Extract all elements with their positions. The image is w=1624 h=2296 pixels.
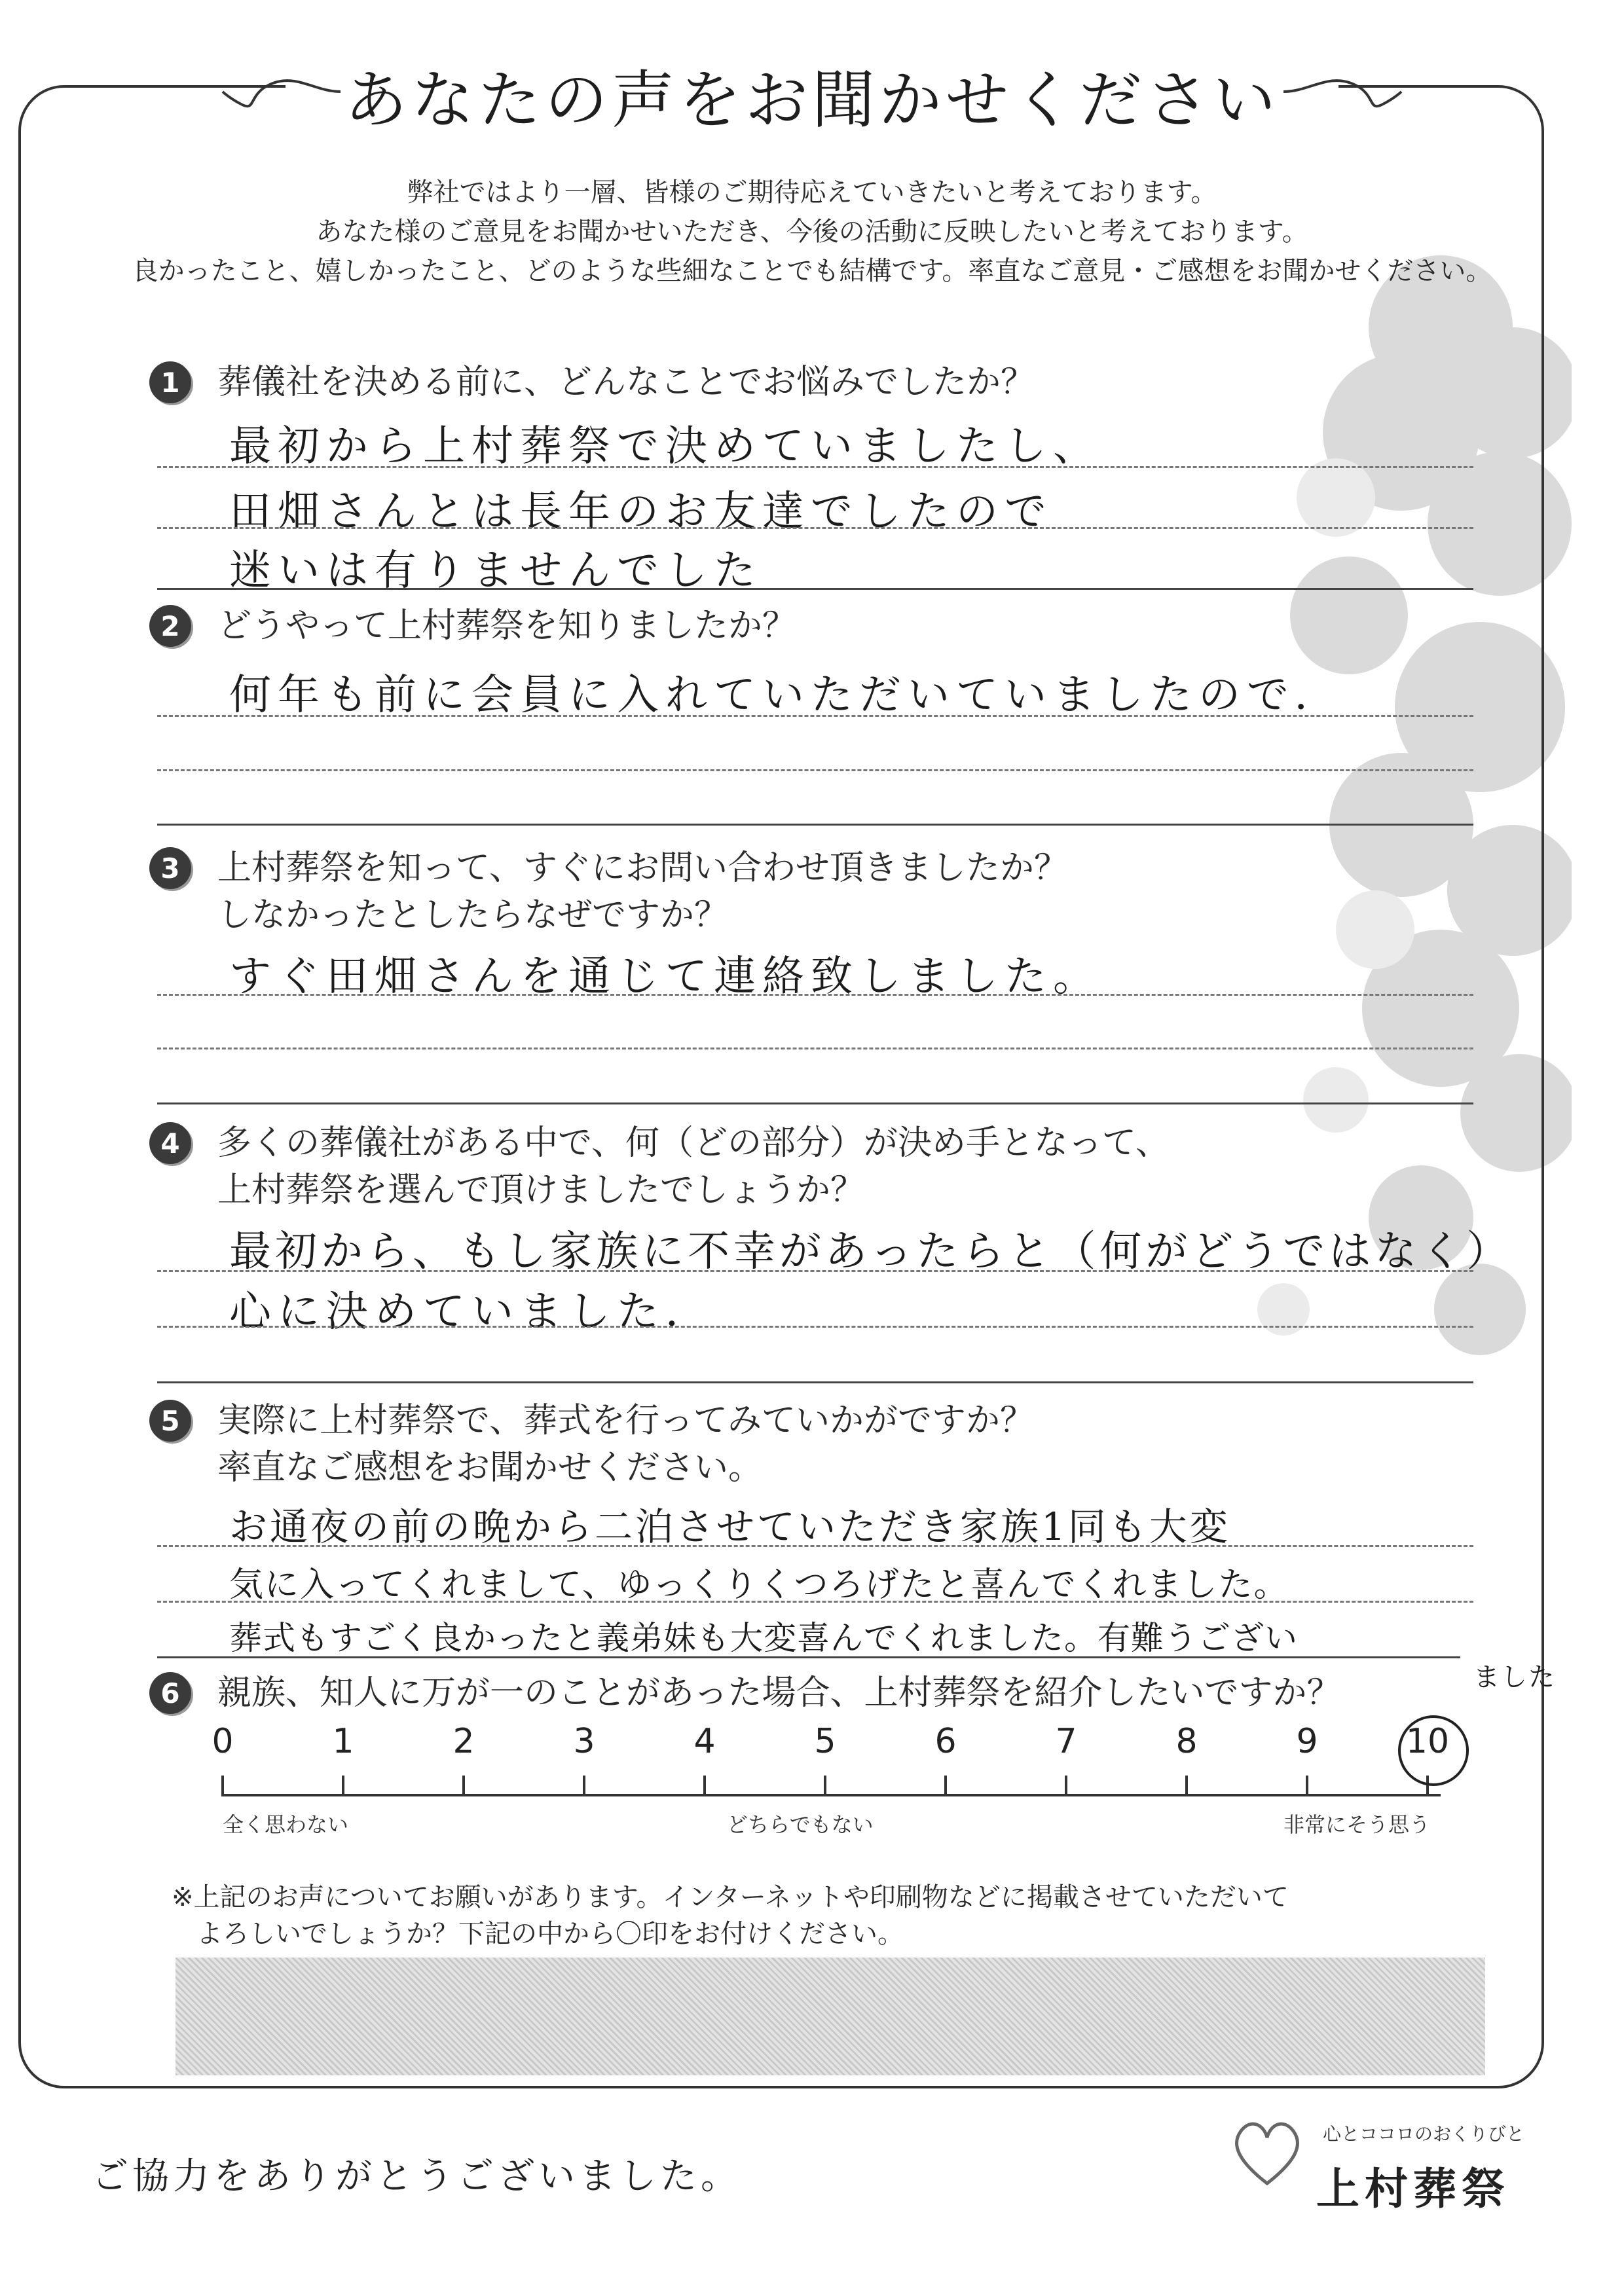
question-number-badge: 3	[149, 847, 191, 889]
question-5	[149, 1397, 1034, 1491]
answer-4-line-1: 最初から、もし家族に不幸があったらと（何がどうではなく）	[229, 1228, 1513, 1276]
section-divider	[157, 1102, 1473, 1104]
answer-line	[157, 466, 1473, 468]
scale-label-mid: どちらでもない	[727, 1812, 874, 1837]
thanks-message: ご協力をありがとうございました。	[92, 2155, 741, 2198]
scale-number: 10	[1405, 1722, 1450, 1761]
scale-number: 6	[934, 1722, 957, 1761]
section-divider	[157, 1656, 1460, 1658]
answer-line	[157, 1048, 1473, 1049]
answer-5-line-2: 気に入ってくれまして、ゆっくりくつろげたと喜んでくれました。	[229, 1565, 1289, 1605]
question-2	[149, 602, 796, 649]
scale-number: 8	[1175, 1722, 1198, 1761]
answer-5-line-1: お通夜の前の晩から二泊させていただき家族1同も大変	[229, 1504, 1230, 1549]
scale-number: 5	[814, 1722, 836, 1761]
question-text: 上村葬祭を知って、すぐにお問い合わせ頂きましたか？	[217, 848, 1068, 888]
scale-tick	[1065, 1776, 1067, 1796]
answer-line	[157, 1270, 1473, 1272]
answer-3-line-1: すぐ田畑さんを通じて連絡致しました。	[229, 953, 1101, 1001]
selected-rating-circle	[1398, 1715, 1469, 1786]
scale-tick	[1306, 1776, 1308, 1796]
heart-logo-icon	[1225, 2108, 1310, 2193]
question-3	[149, 845, 1068, 939]
redacted-area	[175, 1958, 1485, 2075]
question-number-badge: 2	[149, 605, 191, 647]
question-text: どうやって上村葬祭を知りましたか？	[217, 606, 797, 646]
scale-number: 9	[1296, 1722, 1318, 1761]
scale-tick	[703, 1776, 706, 1796]
ornament-left-icon	[216, 65, 347, 118]
rating-scale-line	[223, 1794, 1441, 1796]
question-text: 多くの葬儀社がある中で、何（どの部分）が決め手となって、	[217, 1123, 1170, 1163]
question-text: 上村葬祭を選んで頂けましたでしょうか？	[217, 1171, 865, 1210]
scale-tick	[824, 1776, 826, 1796]
question-number-badge: 1	[149, 361, 191, 403]
answer-line	[157, 1545, 1473, 1547]
answer-4-line-2: 心に決めていました．	[229, 1288, 714, 1336]
scale-number: 3	[573, 1722, 595, 1761]
scale-tick	[462, 1776, 465, 1796]
section-divider	[157, 824, 1473, 826]
scale-label-high: 非常にそう思う	[1283, 1812, 1431, 1837]
scale-number: 4	[693, 1722, 716, 1761]
question-1	[149, 359, 1035, 406]
intro-line-2: あなた様のご意見をお聞かせいただき、今後の活動に反映したいと考えております。	[316, 217, 1308, 247]
logo-name: 上村葬祭	[1316, 2164, 1510, 2214]
question-number-badge: 5	[149, 1400, 191, 1442]
scale-tick	[342, 1776, 344, 1796]
scale-tick	[944, 1776, 947, 1796]
question-text: 葬儀社を決める前に、どんなことでお悩みでしたか？	[217, 363, 1035, 402]
answer-1-line-3: 迷いは有りませんでした	[229, 547, 762, 595]
scale-tick	[583, 1776, 585, 1796]
answer-line	[157, 994, 1473, 996]
answer-5-line-3: 葬式もすごく良かったと義弟妹も大変喜んでくれました。有難うござい	[229, 1619, 1298, 1657]
consent-note-line-2: よろしいでしょうか？下記の中から〇印をお付けください。	[196, 1919, 904, 1949]
consent-note-line-1: ※上記のお声についてお願いがあります。インターネットや印刷物などに掲載させていただいて	[172, 1882, 1289, 1912]
intro-line-3: 良かったこと、嬉しかったこと、どのような些細なことでも結構です。率直なご意見・ご感想をお聞かせください。	[132, 256, 1492, 286]
scale-number: 0	[212, 1722, 234, 1761]
section-divider	[157, 1381, 1473, 1383]
scale-tick	[221, 1776, 224, 1796]
question-text: 実際に上村葬祭で、葬式を行ってみていかがですか？	[217, 1401, 1034, 1440]
page-title: あなたの声をお聞かせください	[286, 51, 1338, 149]
question-4	[149, 1120, 1170, 1214]
answer-line	[157, 1326, 1473, 1328]
question-number-badge: 6	[149, 1672, 191, 1714]
scale-number: 2	[452, 1722, 475, 1761]
scale-number: 7	[1055, 1722, 1077, 1761]
question-text: 率直なご感想をお聞かせください。	[217, 1448, 763, 1487]
question-text: しなかったとしたらなぜですか？	[217, 896, 729, 935]
question-number-badge: 4	[149, 1122, 191, 1164]
ornament-right-icon	[1277, 65, 1408, 118]
answer-line	[157, 715, 1473, 717]
answer-1-line-1: 最初から上村葬祭で決めていましたし、	[229, 422, 1101, 471]
answer-line	[157, 527, 1473, 529]
question-6	[149, 1669, 1340, 1717]
section-divider	[157, 588, 1473, 590]
scale-tick	[1185, 1776, 1188, 1796]
intro-line-1: 弊社ではより一層、皆様のご期待応えていきたいと考えております。	[407, 177, 1217, 208]
logo-tagline: 心とココロのおくりびと	[1323, 2123, 1525, 2145]
scale-number: 1	[332, 1722, 354, 1761]
answer-line	[157, 1601, 1473, 1603]
answer-line	[157, 769, 1473, 771]
scale-label-low: 全く思わない	[223, 1812, 349, 1837]
answer-1-line-2: 田畑さんとは長年のお友達でしたので	[229, 488, 1053, 536]
answer-5-line-4: ました	[1473, 1662, 1556, 1692]
question-text: 親族、知人に万が一のことがあった場合、上村葬祭を紹介したいですか？	[217, 1673, 1341, 1713]
answer-2-line-1: 何年も前に会員に入れていただいていましたので．	[229, 671, 1343, 720]
